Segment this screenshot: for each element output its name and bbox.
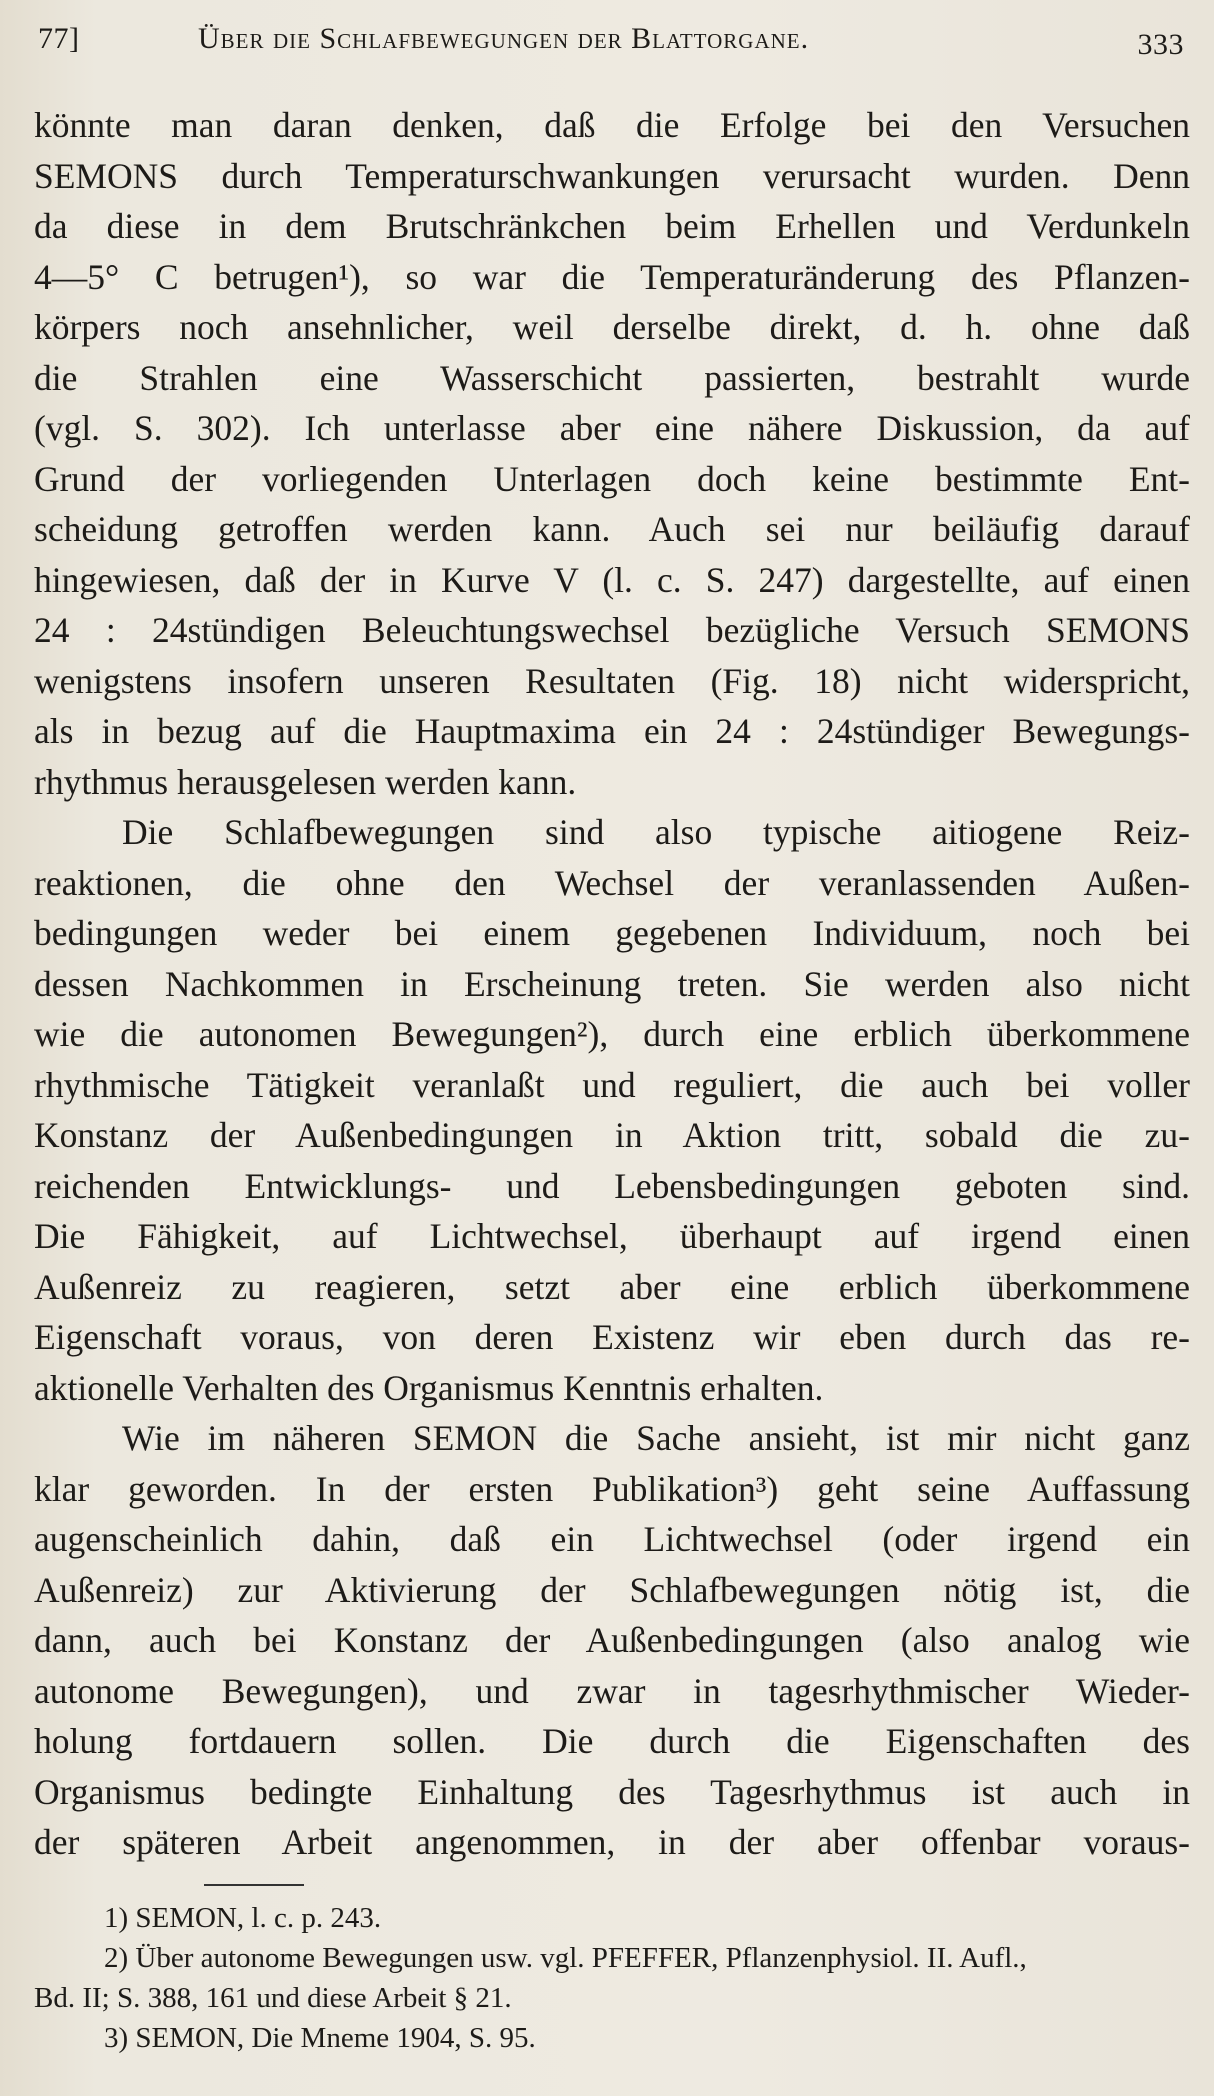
running-title: Über die Schlafbewegungen der Blattorgane. xyxy=(198,22,810,55)
main-text xyxy=(34,100,1190,1868)
text-line: Außenreiz) zur Aktivierung der Schlafbewegungen nötig ist, die xyxy=(34,1569,1190,1610)
text-line: holung fortdauern sollen. Die durch die Eigenschaften des xyxy=(34,1721,1190,1761)
text-line: Eigenschaft voraus, von deren Existenz wir eben durch das re- xyxy=(34,1317,1190,1357)
text-line: autonome Bewegungen), und zwar in tagesrhythmischer Wieder- xyxy=(34,1670,1190,1711)
text-line: (vgl. S. 302). Ich unterlasse aber eine nähere Diskussion, da auf xyxy=(34,408,1190,448)
footnote: 1) SEMON, l. c. p. 243. xyxy=(104,1902,382,1934)
text-line: reichenden Entwicklungs- und Lebensbedingungen geboten sind. xyxy=(34,1165,1190,1206)
text-line: scheidung getroffen werden kann. Auch sei nur beiläufig darauf xyxy=(34,509,1190,549)
running-header xyxy=(38,22,1190,70)
text-line: hingewiesen, daß der in Kurve V (l. c. S. 247) dargestellte, auf einen xyxy=(34,559,1190,600)
page-reference: 77] xyxy=(38,22,80,55)
text-line: die Strahlen eine Wasserschicht passierten, bestrahlt wurde xyxy=(34,357,1190,398)
text-line: klar geworden. In der ersten Publikation³) geht seine Auffassung xyxy=(34,1468,1190,1509)
page-number: 333 xyxy=(1137,28,1184,61)
footnotes xyxy=(34,1898,1190,2058)
text-line: als in bezug auf die Hauptmaxima ein 24 : 24stündiger Bewegungs- xyxy=(34,711,1190,751)
text-line: Die Schlafbewegungen sind also typische aitiogene Reiz- xyxy=(122,812,1190,852)
text-line: Wie im näheren SEMON die Sache ansieht, ist mir nicht ganz xyxy=(122,1418,1190,1458)
text-line: dessen Nachkommen in Erscheinung treten. Sie werden also nicht xyxy=(34,963,1190,1004)
text-line: SEMONS durch Temperaturschwankungen verursacht wurden. Denn xyxy=(34,155,1190,196)
text-line: da diese in dem Brutschränkchen beim Erhellen und Verdunkeln xyxy=(34,206,1190,246)
text-line: wenigstens insofern unseren Resultaten (Fig. 18) nicht widerspricht, xyxy=(34,660,1190,701)
text-line: wie die autonomen Bewegungen²), durch eine erblich überkommene xyxy=(34,1014,1190,1054)
footnote-continuation: Bd. II; S. 388, 161 und diese Arbeit § 21. xyxy=(34,1982,512,2014)
text-line: der späteren Arbeit angenommen, in der aber offenbar voraus- xyxy=(34,1822,1190,1862)
text-line: körpers noch ansehnlicher, weil derselbe direkt, d. h. ohne daß xyxy=(34,307,1190,347)
text-line: Organismus bedingte Einhaltung des Tagesrhythmus ist auch in xyxy=(34,1771,1190,1812)
footnote-divider xyxy=(204,1884,304,1886)
text-line: Außenreiz zu reagieren, setzt aber eine erblich überkommene xyxy=(34,1266,1190,1307)
text-line: Die Fähigkeit, auf Lichtwechsel, überhaupt auf irgend einen xyxy=(34,1216,1190,1256)
text-line: augenscheinlich dahin, daß ein Lichtwechsel (oder irgend ein xyxy=(34,1519,1190,1559)
text-line: dann, auch bei Konstanz der Außenbedingungen (also analog wie xyxy=(34,1620,1190,1660)
text-line: reaktionen, die ohne den Wechsel der veranlassenden Außen- xyxy=(34,862,1190,903)
text-line: rhythmus herausgelesen werden kann. xyxy=(34,761,577,802)
text-line: aktionelle Verhalten des Organismus Kenntnis erhalten. xyxy=(34,1367,824,1408)
text-line: 24 : 24stündigen Beleuchtungswechsel bezügliche Versuch SEMONS xyxy=(34,610,1190,650)
footnote: 3) SEMON, Die Mneme 1904, S. 95. xyxy=(104,2022,536,2054)
text-line: könnte man daran denken, daß die Erfolge bei den Versuchen xyxy=(34,105,1190,145)
text-line: Grund der vorliegenden Unterlagen doch keine bestimmte Ent- xyxy=(34,458,1190,499)
text-line: rhythmische Tätigkeit veranlaßt und reguliert, die auch bei voller xyxy=(34,1064,1190,1105)
text-line: bedingungen weder bei einem gegebenen Individuum, noch bei xyxy=(34,913,1190,953)
footnote: 2) Über autonome Bewegungen usw. vgl. PFEFFER, Pflanzenphysiol. II. Aufl., xyxy=(104,1942,1027,1974)
text-line: 4—5° C betrugen¹), so war die Temperaturänderung des Pflanzen- xyxy=(34,256,1190,297)
text-line: Konstanz der Außenbedingungen in Aktion tritt, sobald die zu- xyxy=(34,1115,1190,1155)
